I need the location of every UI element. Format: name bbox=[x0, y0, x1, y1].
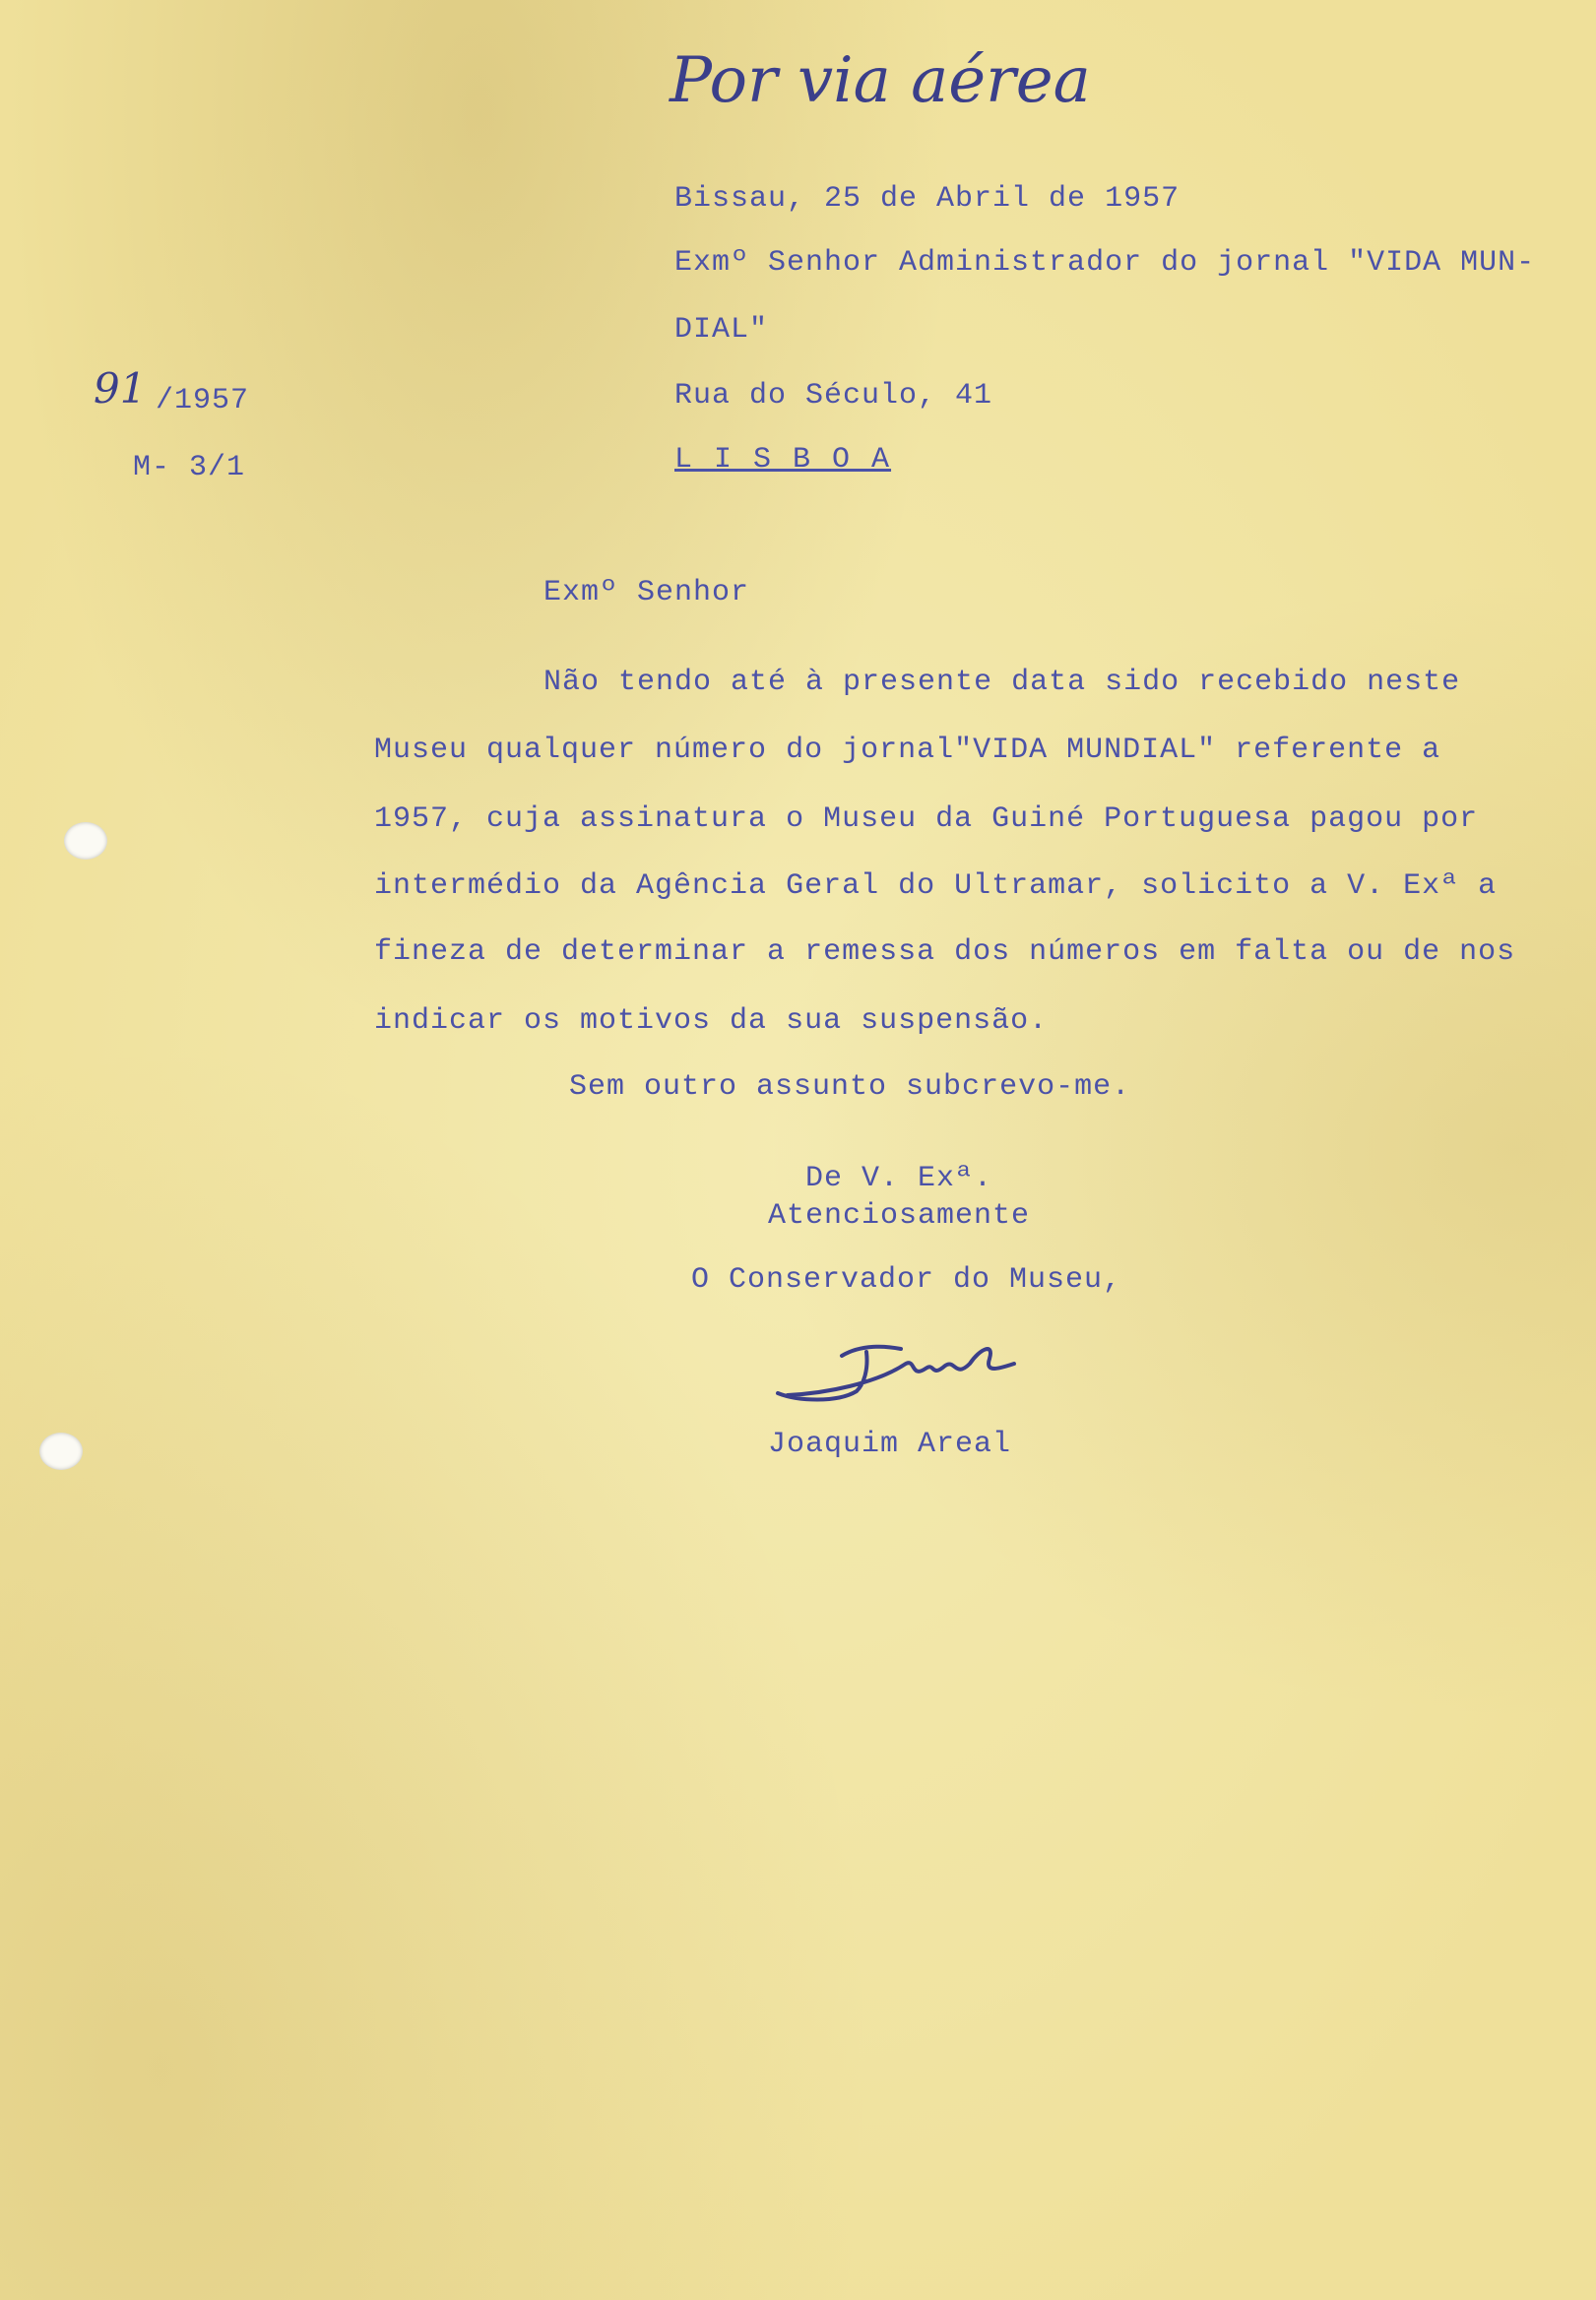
punch-hole-bottom bbox=[39, 1433, 83, 1470]
signoff-line-1: De V. Exª. bbox=[805, 1162, 993, 1195]
body-line: 1957, cuja assinatura o Museu da Guiné Portuguesa pagou por bbox=[374, 802, 1479, 836]
body-line: Não tendo até à presente data sido recebido neste bbox=[543, 666, 1461, 699]
addressee-line-1: Exmº Senhor Administrador do jornal "VIDA MUN- bbox=[674, 246, 1536, 280]
signatory-name: Joaquim Areal bbox=[768, 1428, 1012, 1461]
airmail-annotation: Por via aérea bbox=[670, 44, 1091, 117]
reference-year: /1957 bbox=[156, 384, 250, 417]
closing-line: Sem outro assunto subcrevo-me. bbox=[569, 1070, 1131, 1104]
city-line: L I S B O A bbox=[674, 443, 892, 477]
street-line: Rua do Século, 41 bbox=[674, 379, 993, 413]
body-line: indicar os motivos da sua suspensão. bbox=[374, 1004, 1049, 1038]
reference-number-handwritten: 91 bbox=[94, 364, 147, 413]
punch-hole-top bbox=[64, 822, 107, 860]
signature bbox=[768, 1324, 1034, 1413]
addressee-line-2: DIAL" bbox=[674, 313, 769, 347]
date-line: Bissau, 25 de Abril de 1957 bbox=[674, 182, 1181, 216]
signoff-role: O Conservador do Museu, bbox=[691, 1263, 1122, 1297]
file-code: M- 3/1 bbox=[133, 451, 246, 484]
body-line: intermédio da Agência Geral do Ultramar, solicito a V. Exª a bbox=[374, 869, 1498, 903]
body-line: Museu qualquer número do jornal"VIDA MUNDIAL" referente a bbox=[374, 734, 1441, 767]
signoff-line-2: Atenciosamente bbox=[768, 1199, 1031, 1233]
body-line: fineza de determinar a remessa dos números em falta ou de nos bbox=[374, 935, 1516, 969]
salutation: Exmº Senhor bbox=[543, 576, 750, 609]
